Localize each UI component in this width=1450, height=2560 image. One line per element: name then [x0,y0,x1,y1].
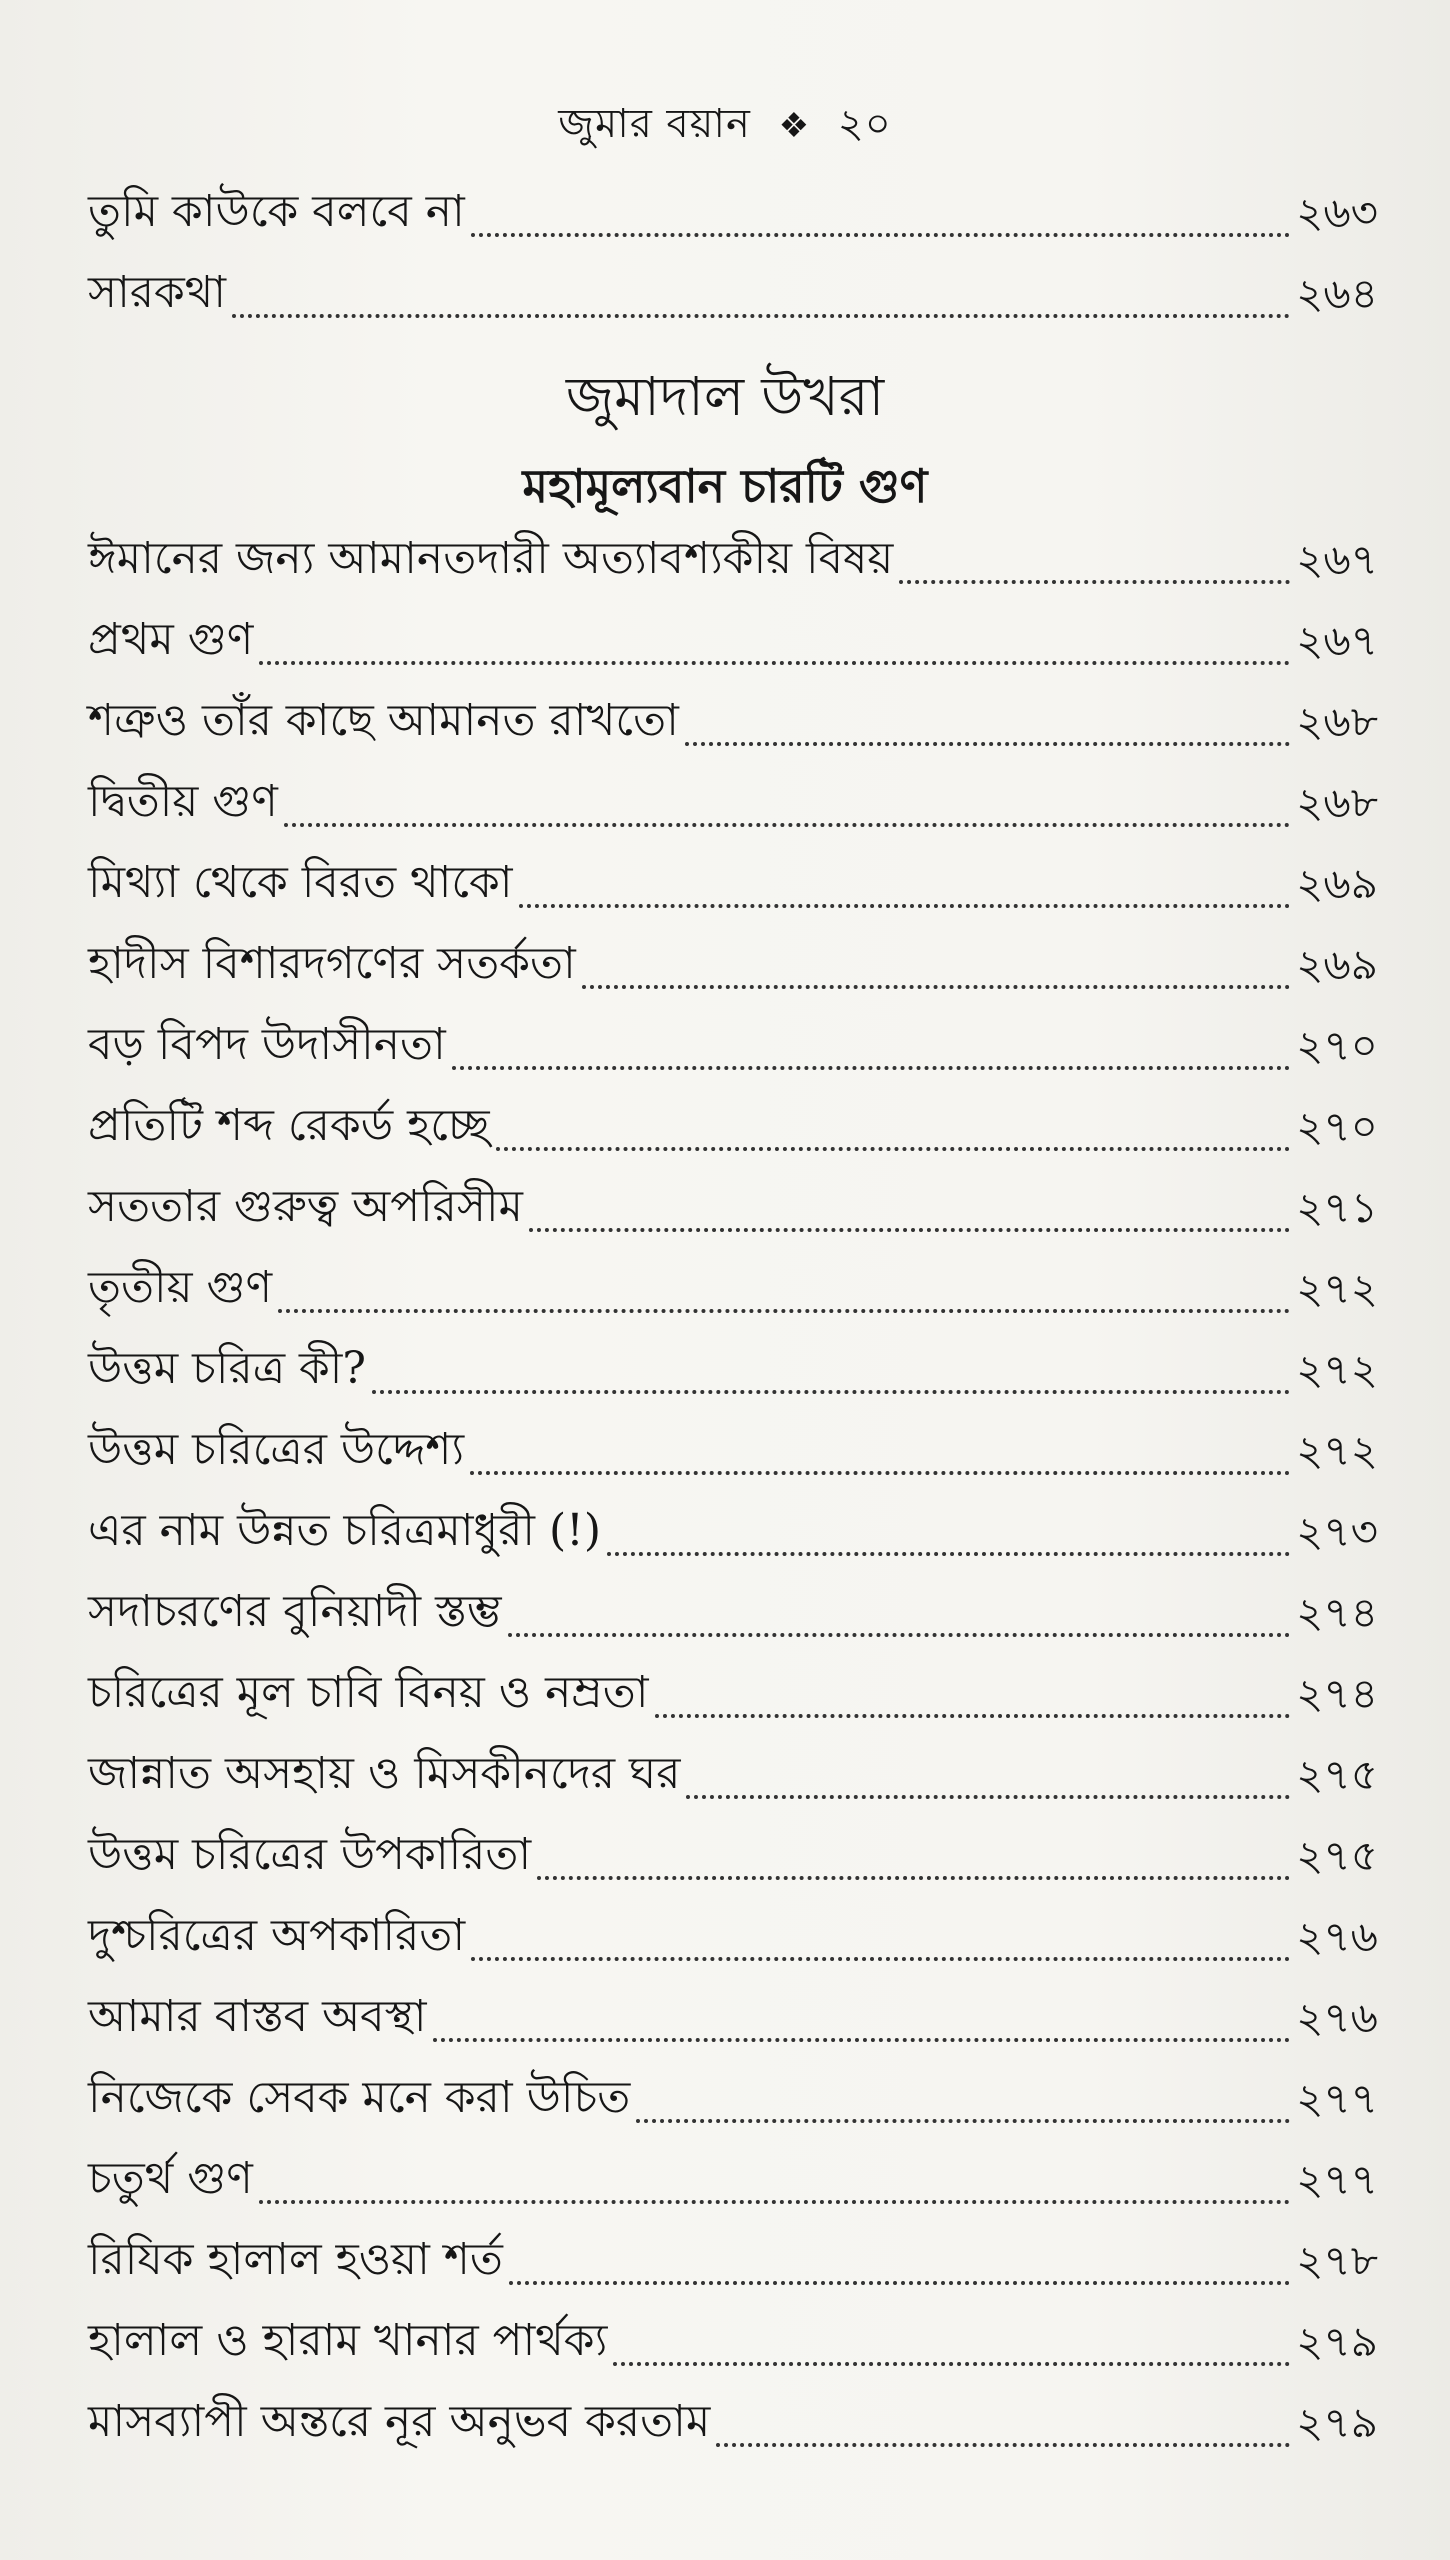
toc-entry [88,679,1378,760]
dot-leader [259,2200,1290,2204]
toc-entry-title: সদাচরণের বুনিয়াদী স্তম্ভ [88,1586,502,1637]
dot-leader [686,1795,1290,1799]
toc-entry-page: ২৭৬ [1296,1912,1378,1961]
toc-entry-page: ২৬৯ [1296,859,1378,908]
toc-entry-title: চতুর্থ গুণ [88,2153,253,2204]
dot-leader [259,661,1290,665]
dot-leader [284,823,1290,827]
toc-entry [88,170,1378,251]
toc-entry-title: প্রতিটি শব্দ রেকর্ড হচ্ছে [88,1100,490,1151]
toc-entry [88,2299,1378,2380]
toc-entry-page: ২৭৯ [1296,2398,1378,2447]
toc-entry [88,1165,1378,1246]
dot-leader [537,1876,1290,1880]
toc-entry-title: এর নাম উন্নত চরিত্রমাধুরী (!) [88,1505,601,1556]
toc-entry-title: মিথ্যা থেকে বিরত থাকো [88,857,513,908]
toc-entry-page: ২৭১ [1296,1183,1378,1232]
dot-leader [508,1633,1291,1637]
dot-leader [452,1066,1290,1070]
toc-entry-page: ২৭২ [1296,1426,1378,1475]
header-page-number: ২০ [837,101,892,147]
running-header [0,92,1450,159]
toc-entry-title: উত্তম চরিত্র কী? [88,1343,366,1394]
chapter-subtitle: মহামূল্যবান চারটি গুণ [522,459,928,513]
ornament-separator: ❖ [778,106,811,146]
toc-entry-title: উত্তম চরিত্রের উপকারিতা [88,1829,532,1880]
dot-leader [655,1714,1291,1718]
toc-entry-page: ২৬৭ [1296,616,1378,665]
toc-entry-page: ২৭৭ [1296,2074,1378,2123]
toc-entry [88,1813,1378,1894]
toc-entry-title: জান্নাত অসহায় ও মিসকীনদের ঘর [88,1748,681,1799]
dot-leader [433,2038,1291,2042]
toc-entry-title: শত্রুও তাঁর কাছে আমানত রাখতো [88,695,679,746]
toc-entry-title: ঈমানের জন্য আমানতদারী অত্যাবশ্যকীয় বিষয় [88,533,894,584]
dot-leader [470,1471,1290,1475]
toc-entry-page: ২৬৩ [1296,188,1378,237]
toc-entry-page: ২৬৮ [1296,697,1378,746]
dot-leader [519,904,1291,908]
toc-entry [88,1570,1378,1651]
toc-entry [88,1084,1378,1165]
dot-leader [232,314,1290,318]
toc-entry-title: আমার বাস্তব অবস্থা [88,1991,427,2042]
toc-entry [88,760,1378,841]
toc-entry-title: দ্বিতীয় গুণ [88,776,278,827]
toc-entry-title: প্রথম গুণ [88,614,254,665]
toc-previous-chapter [88,170,1378,332]
toc-entry-page: ২৭৯ [1296,2317,1378,2366]
toc-entry-page: ২৭৪ [1296,1669,1378,1718]
dot-leader [509,2281,1290,2285]
toc-entry [88,598,1378,679]
toc-entry-title: হাদীস বিশারদগণের সতর্কতা [88,938,576,989]
toc-entry [88,1651,1378,1732]
toc-entry [88,517,1378,598]
toc-entry [88,1003,1378,1084]
dot-leader [607,1552,1290,1556]
toc-entry-page: ২৭৪ [1296,1588,1378,1637]
dot-leader [613,2362,1290,2366]
dot-leader [471,233,1290,237]
toc-entry-page: ২৭৩ [1296,1507,1378,1556]
toc-entry [88,1408,1378,1489]
toc-entry-page: ২৬৪ [1296,269,1378,318]
toc-entry [88,2380,1378,2461]
dot-leader [636,2119,1290,2123]
toc-entry [88,1327,1378,1408]
chapter-title: জুমাদাল উখরা [565,365,885,428]
dot-leader [529,1228,1290,1232]
dot-leader [716,2443,1290,2447]
toc-entry-title: উত্তম চরিত্রের উদ্দেশ্য [88,1424,465,1475]
toc-entry-page: ২৭৮ [1296,2236,1378,2285]
toc-entry-page: ২৭৫ [1296,1831,1378,1880]
toc-entry [88,2218,1378,2299]
dot-leader [278,1309,1290,1313]
toc-entry-title: চরিত্রের মূল চাবি বিনয় ও নম্রতা [88,1667,649,1718]
toc-entry-page: ২৬৮ [1296,778,1378,827]
toc-entry-title: বড় বিপদ উদাসীনতা [88,1019,446,1070]
toc-entry-title: সততার গুরুত্ব অপরিসীম [88,1181,523,1232]
toc-entry-title: তুমি কাউকে বলবে না [88,186,465,237]
toc-entry [88,922,1378,1003]
toc-entry [88,1246,1378,1327]
toc-entry [88,1732,1378,1813]
dot-leader [471,1957,1290,1961]
toc-entry-page: ২৭৬ [1296,1993,1378,2042]
toc-entry-title: হালাল ও হারাম খানার পার্থক্য [88,2315,608,2366]
dot-leader [582,985,1290,989]
toc-entry-page: ২৭৫ [1296,1750,1378,1799]
toc-entry-page: ২৭০ [1296,1102,1378,1151]
toc-entry [88,1975,1378,2056]
toc-entry-page: ২৬৯ [1296,940,1378,989]
dot-leader [685,742,1290,746]
toc-list [88,517,1378,2461]
toc-entry [88,841,1378,922]
toc-entry-page: ২৬৭ [1296,535,1378,584]
toc-entry-page: ২৭০ [1296,1021,1378,1070]
dot-leader [372,1390,1290,1394]
toc-entry-title: মাসব্যাপী অন্তরে নূর অনুভব করতাম [88,2396,711,2447]
toc-entry-title: দুশ্চরিত্রের অপকারিতা [88,1910,466,1961]
toc-entry-title: সারকথা [88,267,227,318]
toc-entry-title: রিযিক হালাল হওয়া শর্ত [88,2234,503,2285]
dot-leader [496,1147,1290,1151]
dot-leader [899,580,1290,584]
toc-entry-title: নিজেকে সেবক মনে করা উচিত [88,2072,631,2123]
toc-entry-page: ২৭৭ [1296,2155,1378,2204]
toc-entry [88,251,1378,332]
toc-entry [88,1489,1378,1570]
toc-entry [88,2056,1378,2137]
toc-entry [88,2137,1378,2218]
toc-entry-title: তৃতীয় গুণ [88,1262,273,1313]
toc-entry-page: ২৭২ [1296,1264,1378,1313]
toc-entry-page: ২৭২ [1296,1345,1378,1394]
toc-entry [88,1894,1378,1975]
book-title: জুমার বয়ান [558,101,751,147]
